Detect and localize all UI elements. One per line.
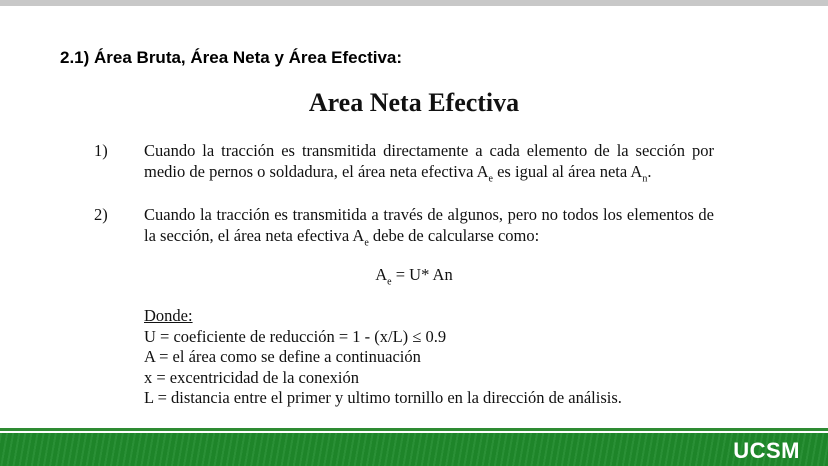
list-item-text: Cuando la tracción es transmitida directamente a cada elemento de la sección por medio de pernos o soldadura, el área neta efectiva $A_e$ es igual al área neta $A_n$. <box>144 141 714 185</box>
definitions-block <box>144 306 622 409</box>
list-item <box>94 140 714 189</box>
list-item-number: 2) <box>94 205 108 224</box>
ucsm-logo: UCSM <box>733 438 800 463</box>
definition-line: A = el área como se define a continuación <box>144 347 421 366</box>
definitions-label: Donde: <box>144 306 193 325</box>
top-border <box>0 0 828 6</box>
section-title: 2.1) Área Bruta, Área Neta y Área Efectiva: <box>60 48 403 67</box>
definition-line: L = distancia entre el primer y ultimo tornillo en la dirección de análisis. <box>144 388 622 407</box>
definition-line: U = coeficiente de reducción = 1 - (x/L) ≤ 0.9 <box>144 326 447 346</box>
footer-divider <box>0 428 828 431</box>
list-item-number: 1) <box>94 141 108 160</box>
list-item-text: Cuando la tracción es transmitida a través de algunos, pero no todos los elementos de la sección, el área neta efectiva $A_e$ debe de calcularse como: <box>144 205 714 249</box>
formula: $A_e = U*$ An <box>375 265 453 288</box>
slide-title: Area Neta Efectiva <box>308 88 520 117</box>
list-item <box>94 204 714 253</box>
footer-bar <box>0 433 828 466</box>
definition-line: x = excentricidad de la conexión <box>144 367 360 387</box>
